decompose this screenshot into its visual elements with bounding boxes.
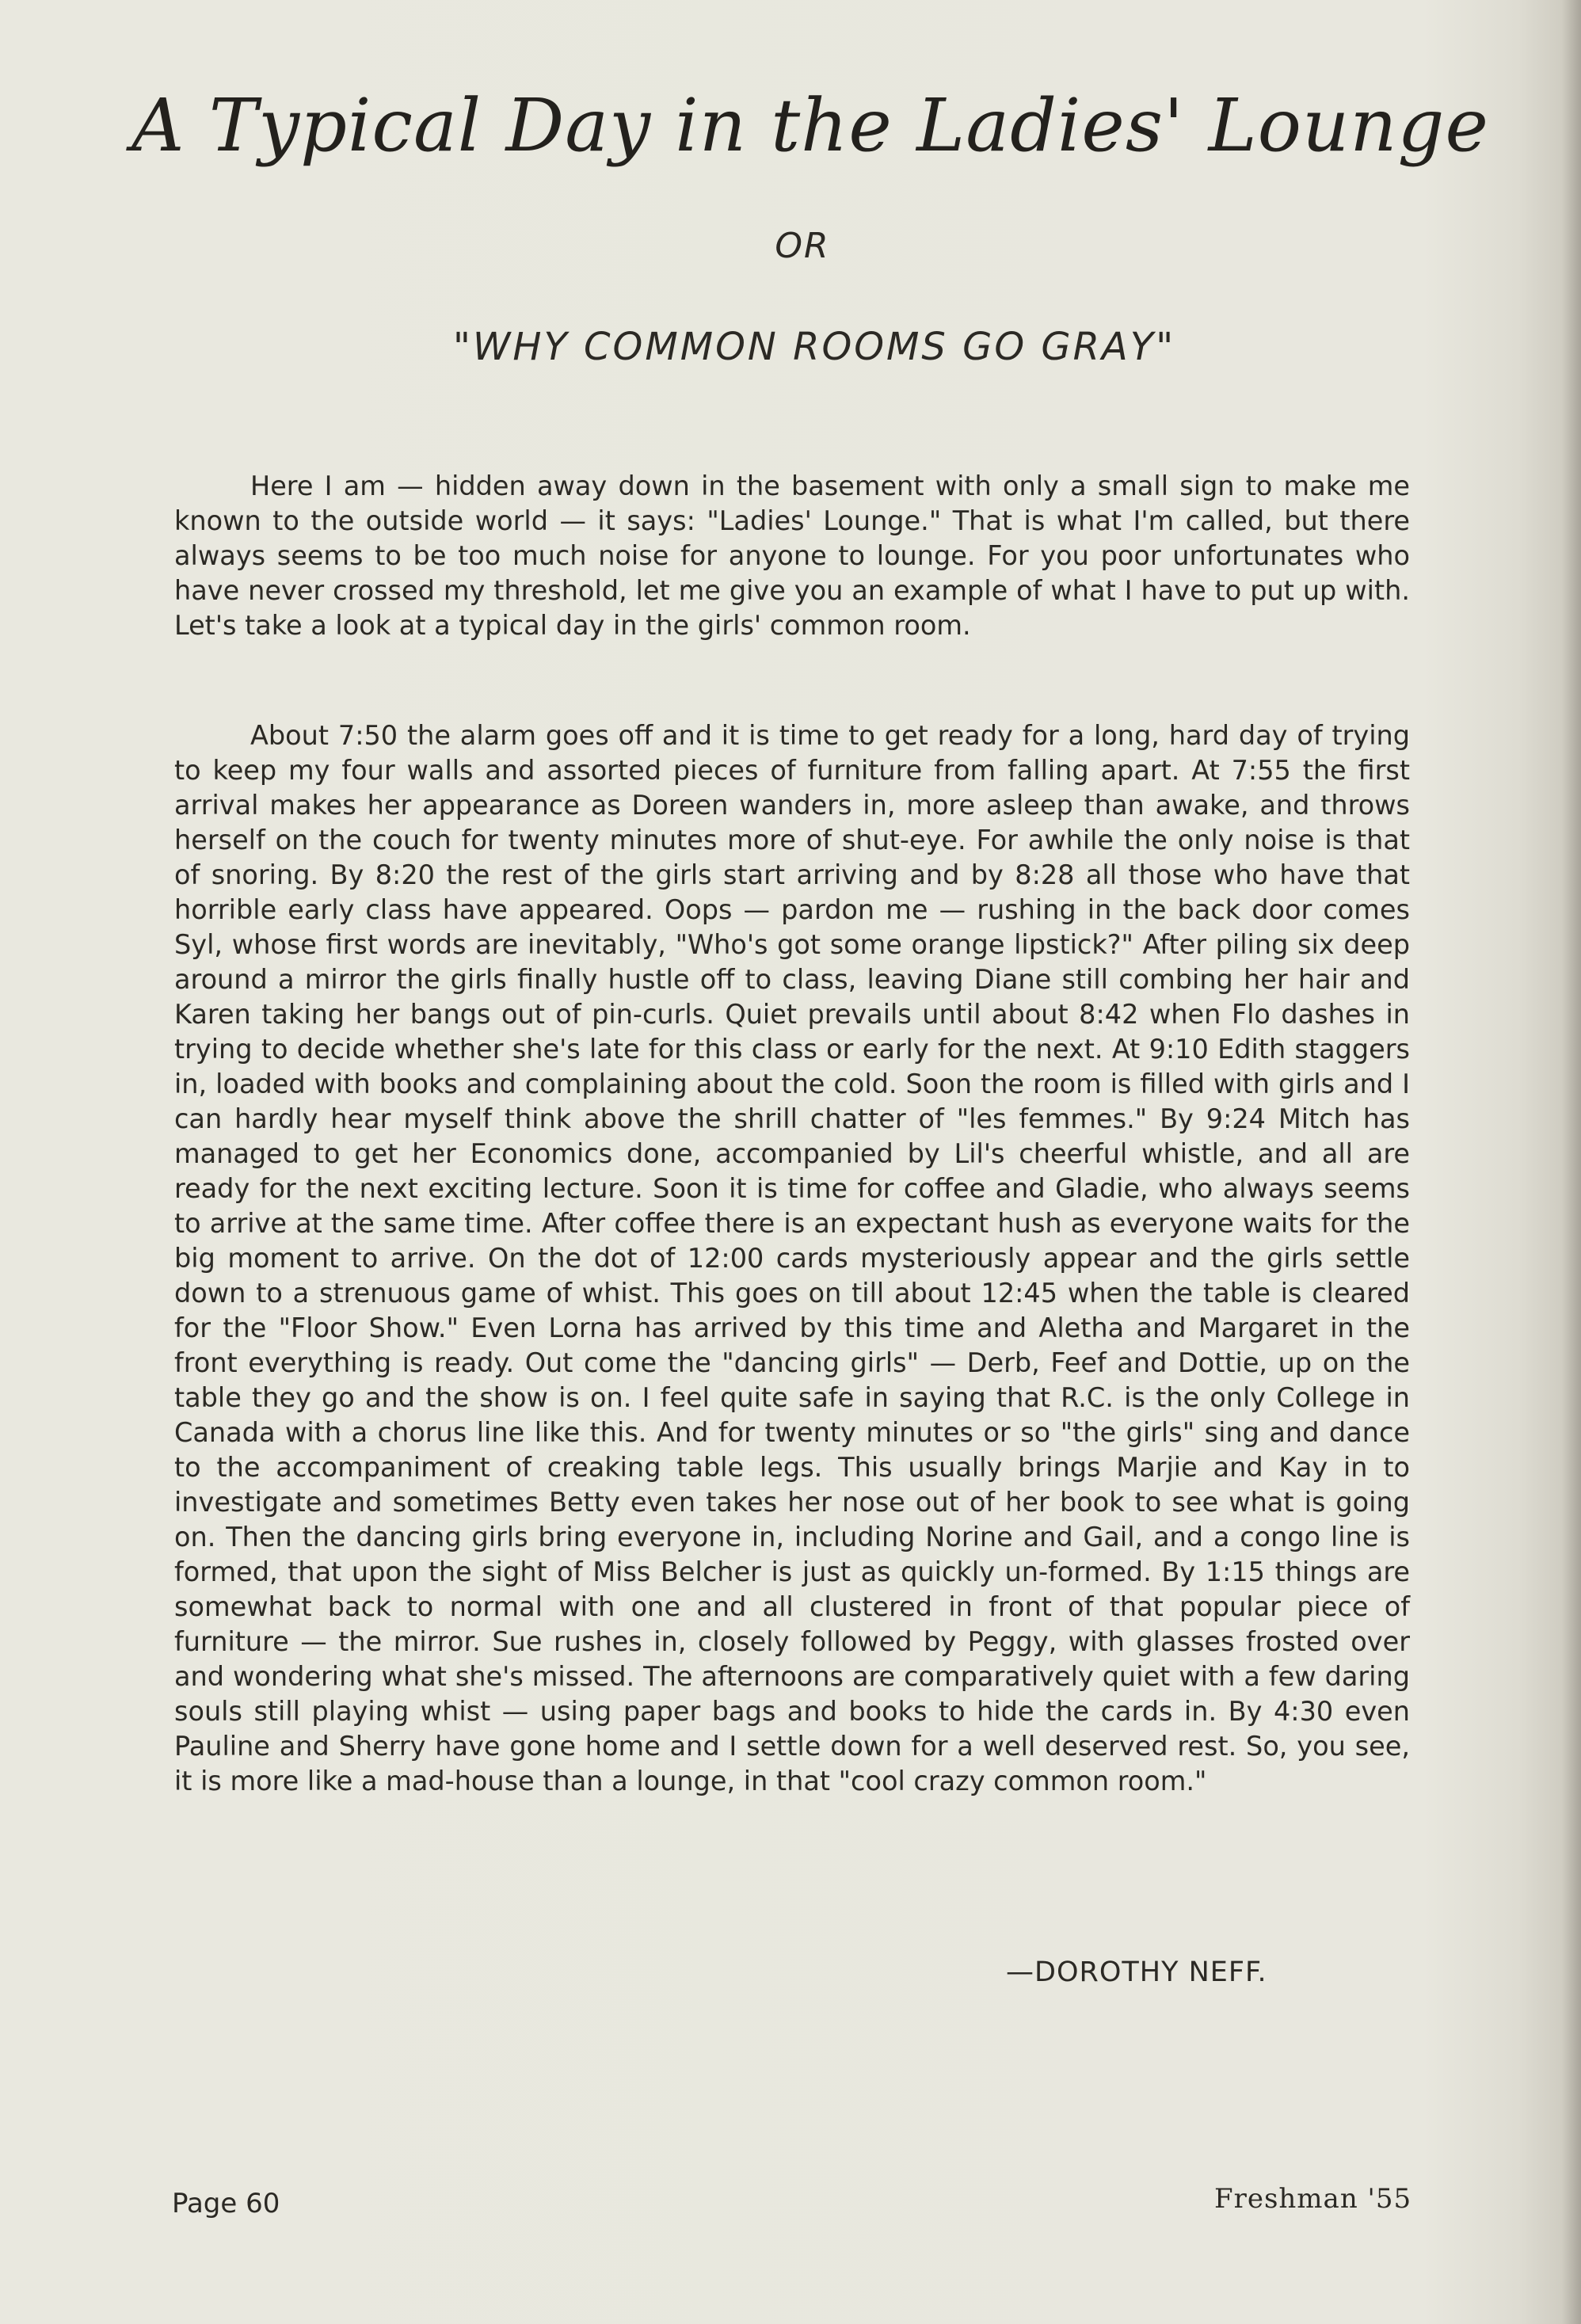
article-subtitle: "WHY COMMON ROOMS GO GRAY" (452, 325, 1176, 369)
page-number: Page 60 (172, 2188, 280, 2219)
body-paragraph-2: About 7:50 the alarm goes off and it is time to get ready for a long, hard day of trying to keep my four walls and assorted pieces of furniture from falling apart. At 7:55 the first arrival makes her appearance as Doreen wanders in, more asleep than awake, and throws herself on the couch for twenty minutes more of shut-eye. For awhile the only noise is that of snoring. By 8:20 the rest of the girls start arriving and by 8:28 all those who have that horrible early class have appeared. Oops — pardon me — rushing in the back door comes Syl, whose first words are inevitably, "Who's got some orange lipstick?" After piling six deep around a mirror the girls finally hustle off to class, leaving Diane still combing her hair and Karen taking her bangs out of pin-curls. Quiet prevails until about 8:42 when Flo dashes in trying to decide whether she's late for this class or early for the next. At 9:10 Edith staggers in, loaded with books and complaining about the cold. Soon the room is filled with girls and I can hardly hear myself think above the shrill chatter of "les femmes." By 9:24 Mitch has managed to get her Economics done, accompanied by Lil's cheerful whistle, and all are ready for the next exciting lecture. Soon it is time for coffee and Gladie, who always seems to arrive at the same time. After coffee there is an expectant hush as everyone waits for the big moment to arrive. On the dot of 12:00 cards mysteriously appear and the girls settle down to a strenuous game of whist. This goes on till about 12:45 when the table is cleared for the "Floor Show." Even Lorna has arrived by this time and Aletha and Margaret in the front everything is ready. Out come the "dancing girls" — Derb, Feef and Dottie, up on the table they go and the show is on. I feel quite safe in saying that R.C. is the only College in Canada with a chorus line like this. And for twenty minutes or so "the girls" sing and dance to the accompaniment of creaking table legs. This usually brings Marjie and Kay in to investigate and sometimes Betty even takes her nose out of her book to see what is going on. Then the dancing girls bring everyone in, including Norine and Gail, and a congo line is formed, that upon the sight of Miss Belcher is just as quickly un-formed. By 1:15 things are somewhat back to normal with one and all clustered in front of that popular piece of furniture — the mirror. Sue rushes in, closely followed by Peggy, with glasses frosted over and wondering what she's missed. The afternoons are comparatively quiet with a few daring souls still playing whist — using paper bags and books to hide the cards in. By 4:30 even Pauline and Sherry have gone home and I settle down for a well deserved rest. So, you see, it is more like a mad-house than a lounge, in that "cool crazy common room." (174, 720, 1410, 1796)
title-connector: OR (775, 226, 830, 266)
body-paragraph-1: Here I am — hidden away down in the basement with only a small sign to make me known to the outside world — it says: "Ladies' Lounge." That is what I'm called, but there always seems to be too much noise for anyone to lounge. For you poor unfortunates who have never crossed my threshold, let me give you an example of what I have to put up with. Let's take a look at a typical day in the girls' common room. (174, 471, 1410, 641)
author-signature: —DOROTHY NEFF. (1006, 1956, 1267, 1988)
article-title: A Typical Day in the Ladies' Lounge (131, 83, 1489, 168)
publication-name: Freshman '55 (1214, 2183, 1412, 2215)
